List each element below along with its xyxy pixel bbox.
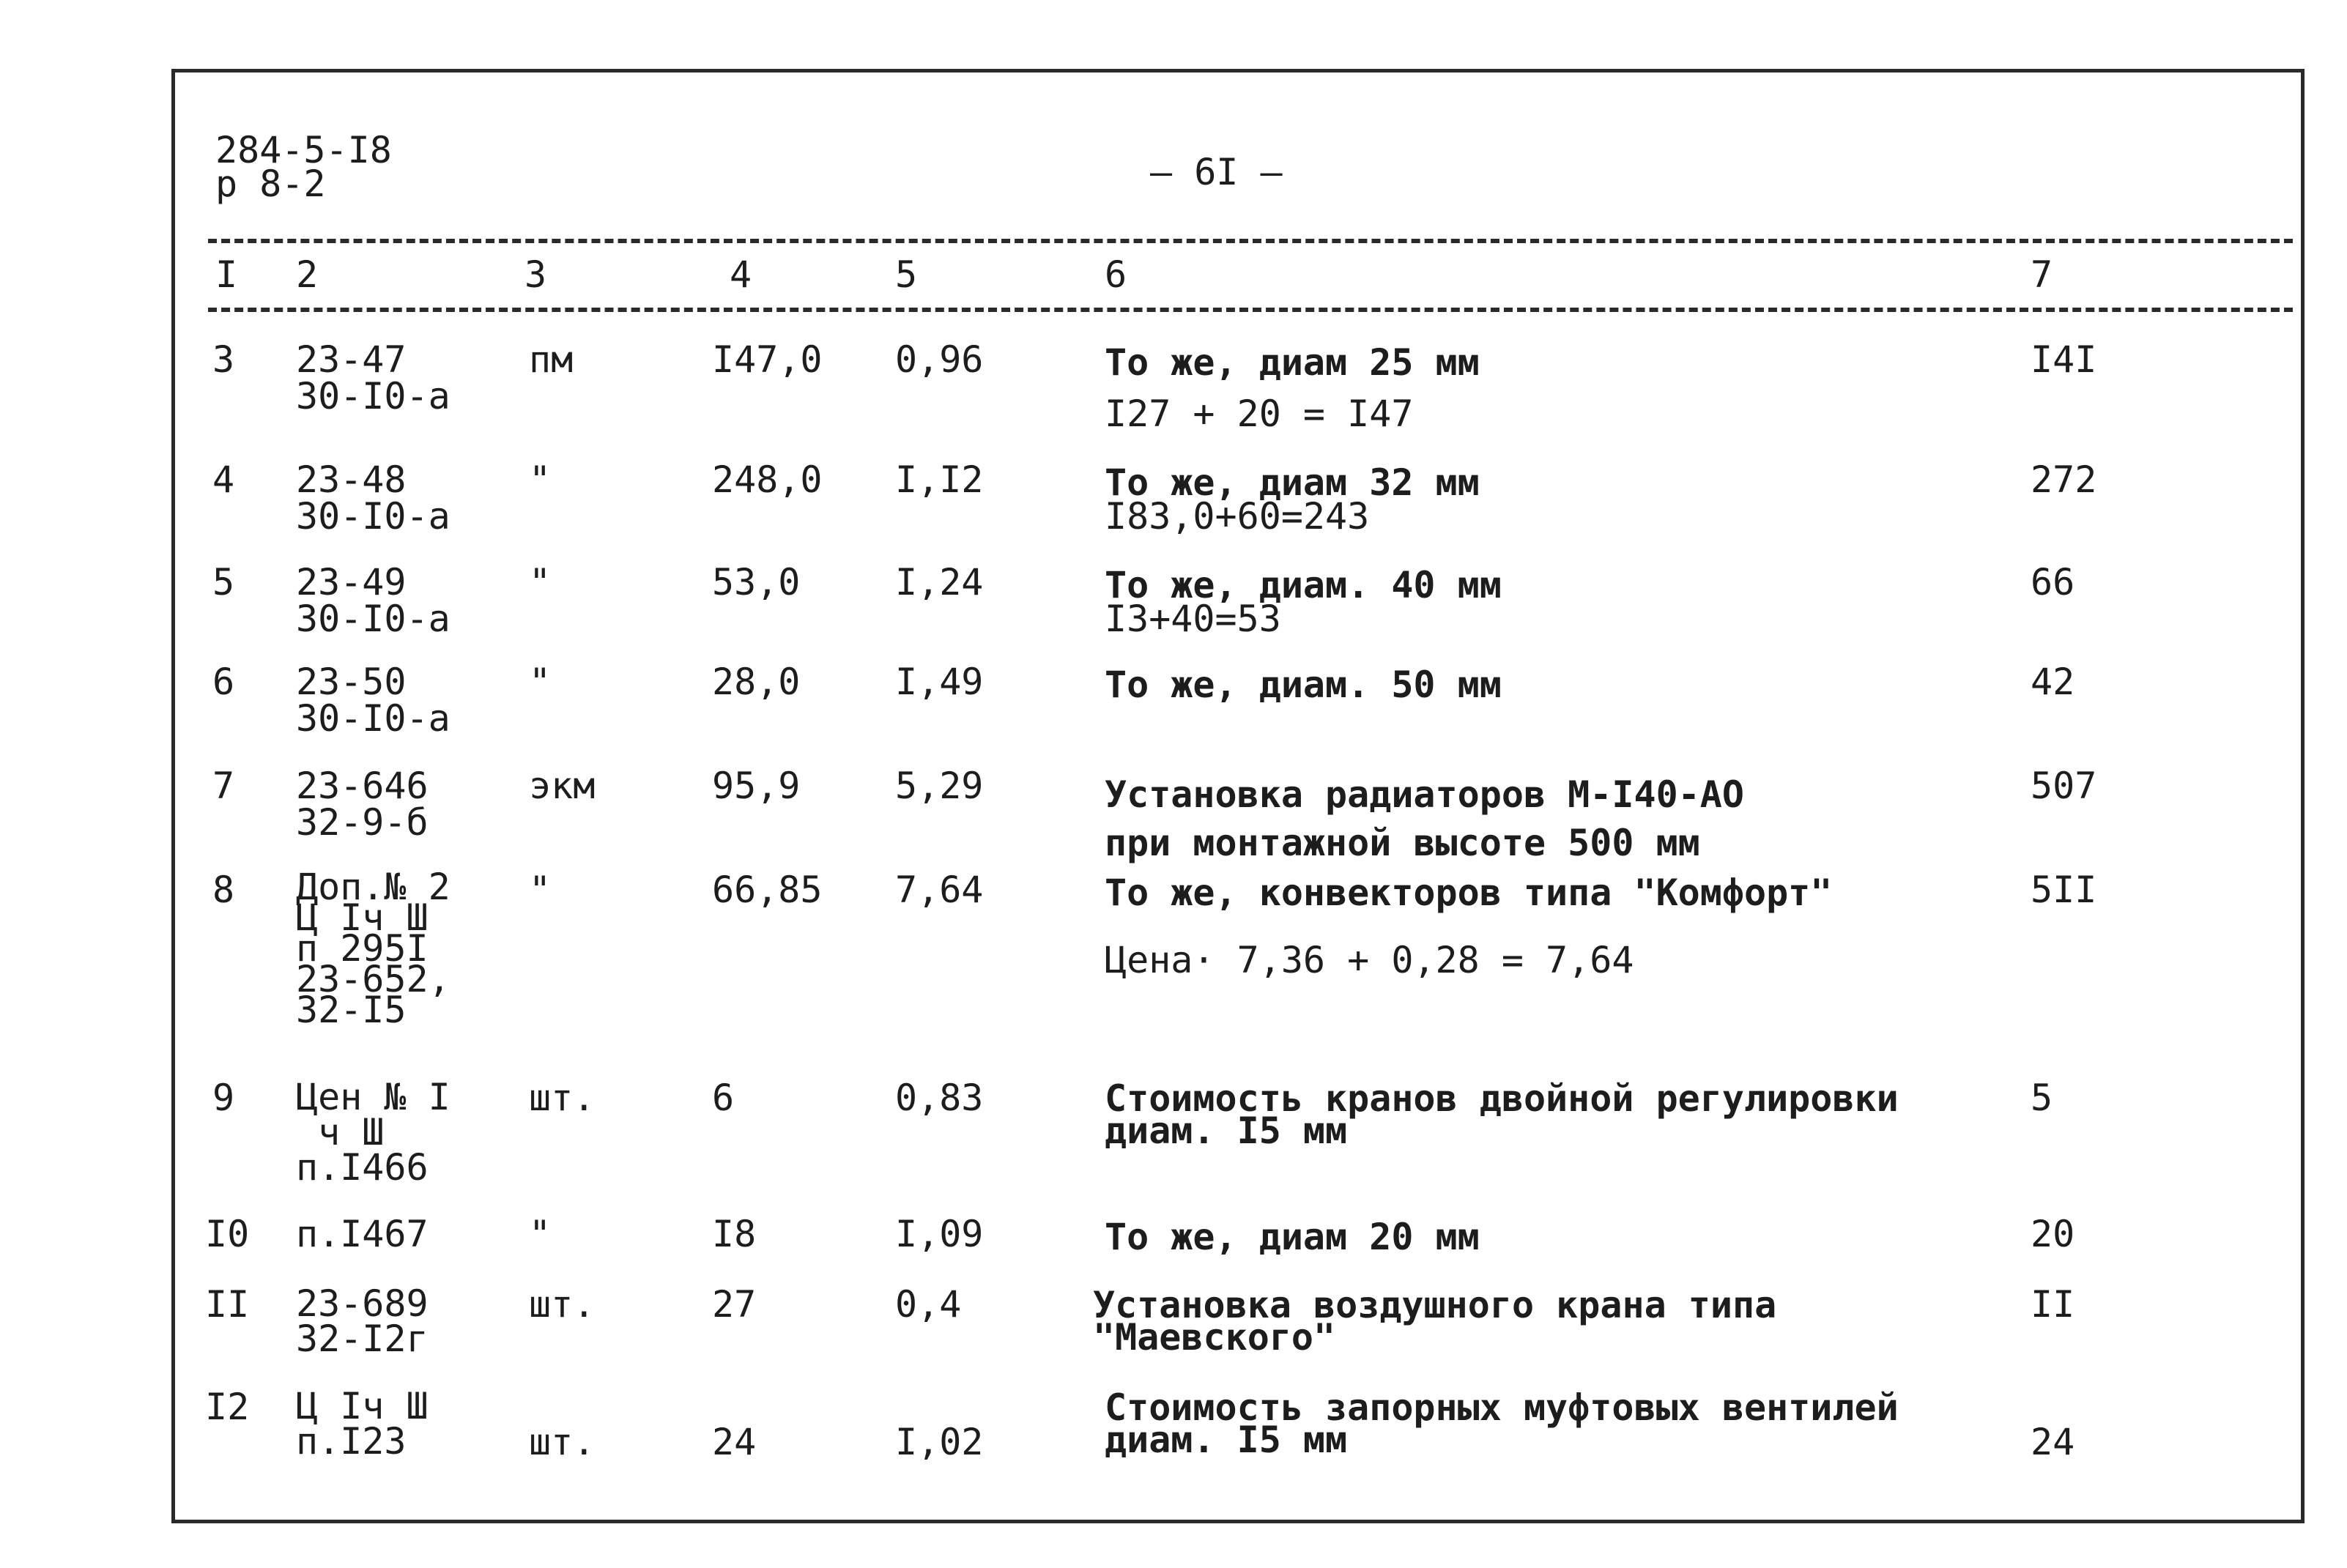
row-10-description: То же, диам 20 мм xyxy=(1105,1216,1480,1258)
row-5-unit: " xyxy=(529,561,552,603)
row-7-total: 507 xyxy=(2031,765,2097,807)
row-3-calculation: I27 + 20 = I47 xyxy=(1105,393,1414,435)
row-5-code: 23-49 30-I0-а xyxy=(296,561,451,640)
row-12-code: Ц Iч Ш п.I23 xyxy=(296,1385,429,1463)
row-4-code: 23-48 30-I0-а xyxy=(296,458,451,538)
row-8-code: Доп.№ 2 Ц Iч Ш п 295I 23-652, 32-I5 xyxy=(296,866,451,1031)
row-3-number: 3 xyxy=(212,338,235,381)
row-4-price: I,I2 xyxy=(895,458,984,501)
row-7-code: 23-646 32-9-б xyxy=(296,765,429,844)
row-8-price-calculation: Цена· 7,36 + 0,28 = 7,64 xyxy=(1105,939,1634,981)
row-6-description: То же, диам. 50 мм xyxy=(1105,664,1502,706)
row-9-quantity: 6 xyxy=(712,1077,735,1119)
row-3-price: 0,96 xyxy=(895,338,984,381)
column-header-6: 6 xyxy=(1105,253,1127,296)
row-8-unit: " xyxy=(529,869,552,911)
row-8-description: То же, конвекторов типа "Комфорт" xyxy=(1105,872,1833,914)
row-3-total: I4I xyxy=(2031,338,2097,381)
row-10-unit: " xyxy=(529,1213,552,1255)
column-header-3: 3 xyxy=(524,253,547,296)
row-4-quantity: 248,0 xyxy=(712,458,823,501)
row-5-description: То же, диам. 40 мм xyxy=(1105,564,1502,606)
row-9-code: Цен № I ч Ш п.I466 xyxy=(296,1076,451,1189)
row-10-code: п.I467 xyxy=(296,1213,429,1255)
column-header-7: 7 xyxy=(2031,253,2053,296)
row-9-number: 9 xyxy=(212,1077,235,1119)
row-9-price: 0,83 xyxy=(895,1077,984,1119)
row-5-calculation: I3+40=53 xyxy=(1105,598,1281,640)
row-12-description: Стоимость запорных муфтовых вентилей диам. I5 мм xyxy=(1105,1386,1899,1461)
row-11-quantity: 27 xyxy=(712,1283,757,1326)
row-8-total: 5II xyxy=(2031,869,2097,911)
doc-code-line1: 284-5-I8 xyxy=(215,129,392,171)
column-header-4: 4 xyxy=(730,253,752,296)
row-11-code: 23-689 32-I2г xyxy=(296,1282,429,1360)
row-9-description: Стоимость кранов двойной регулировки диам. I5 мм xyxy=(1105,1077,1899,1152)
header-top-rule xyxy=(208,239,2293,243)
row-10-number: I0 xyxy=(205,1213,250,1255)
row-4-unit: " xyxy=(529,458,552,501)
row-12-total: 24 xyxy=(2031,1421,2075,1463)
row-4-total: 272 xyxy=(2031,458,2097,501)
row-12-number: I2 xyxy=(205,1386,250,1428)
row-5-price: I,24 xyxy=(895,561,984,603)
row-3-code: 23-47 30-I0-а xyxy=(296,338,451,417)
row-6-price: I,49 xyxy=(895,661,984,703)
row-7-number: 7 xyxy=(212,765,235,807)
row-6-number: 6 xyxy=(212,661,235,703)
row-8-quantity: 66,85 xyxy=(712,869,823,911)
row-12-quantity: 24 xyxy=(712,1421,757,1463)
column-header-1: I xyxy=(215,253,238,296)
row-5-quantity: 53,0 xyxy=(712,561,801,603)
column-header-5: 5 xyxy=(895,253,918,296)
row-10-price: I,09 xyxy=(895,1213,984,1255)
row-3-description: То же, диам 25 мм xyxy=(1105,341,1480,384)
row-9-total: 5 xyxy=(2031,1077,2053,1119)
page-number: — 6I — xyxy=(1150,151,1283,193)
row-7-unit: экм xyxy=(529,765,596,807)
row-7-description: Установка радиаторов М-I40-АО при монтажной высоте 500 мм xyxy=(1105,773,1744,864)
row-4-number: 4 xyxy=(212,458,235,501)
row-10-total: 20 xyxy=(2031,1213,2075,1255)
row-12-unit: шт. xyxy=(529,1421,596,1463)
row-7-price: 5,29 xyxy=(895,765,984,807)
row-3-quantity: I47,0 xyxy=(712,338,823,381)
row-11-total: II xyxy=(2031,1283,2075,1326)
row-11-number: II xyxy=(205,1283,250,1326)
row-8-number: 8 xyxy=(212,869,235,911)
row-8-price: 7,64 xyxy=(895,869,984,911)
row-11-unit: шт. xyxy=(529,1283,596,1326)
row-6-code: 23-50 30-I0-а xyxy=(296,661,451,740)
row-3-unit: пм xyxy=(529,338,574,381)
row-4-calculation: I83,0+60=243 xyxy=(1105,495,1370,538)
row-11-price: 0,4 xyxy=(895,1283,962,1326)
row-12-price: I,02 xyxy=(895,1421,984,1463)
row-11-description: Установка воздушного крана типа "Маевского" xyxy=(1093,1284,1777,1359)
row-4-description: То же, диам 32 мм xyxy=(1105,461,1480,504)
row-5-total: 66 xyxy=(2031,561,2075,603)
row-7-quantity: 95,9 xyxy=(712,765,801,807)
row-9-unit: шт. xyxy=(529,1077,596,1119)
row-6-quantity: 28,0 xyxy=(712,661,801,703)
doc-code-line2: р 8-2 xyxy=(215,163,326,205)
row-10-quantity: I8 xyxy=(712,1213,757,1255)
row-6-unit: " xyxy=(529,661,552,703)
row-6-total: 42 xyxy=(2031,661,2075,703)
row-5-number: 5 xyxy=(212,561,235,603)
column-header-2: 2 xyxy=(296,253,319,296)
header-bottom-rule xyxy=(208,308,2293,312)
